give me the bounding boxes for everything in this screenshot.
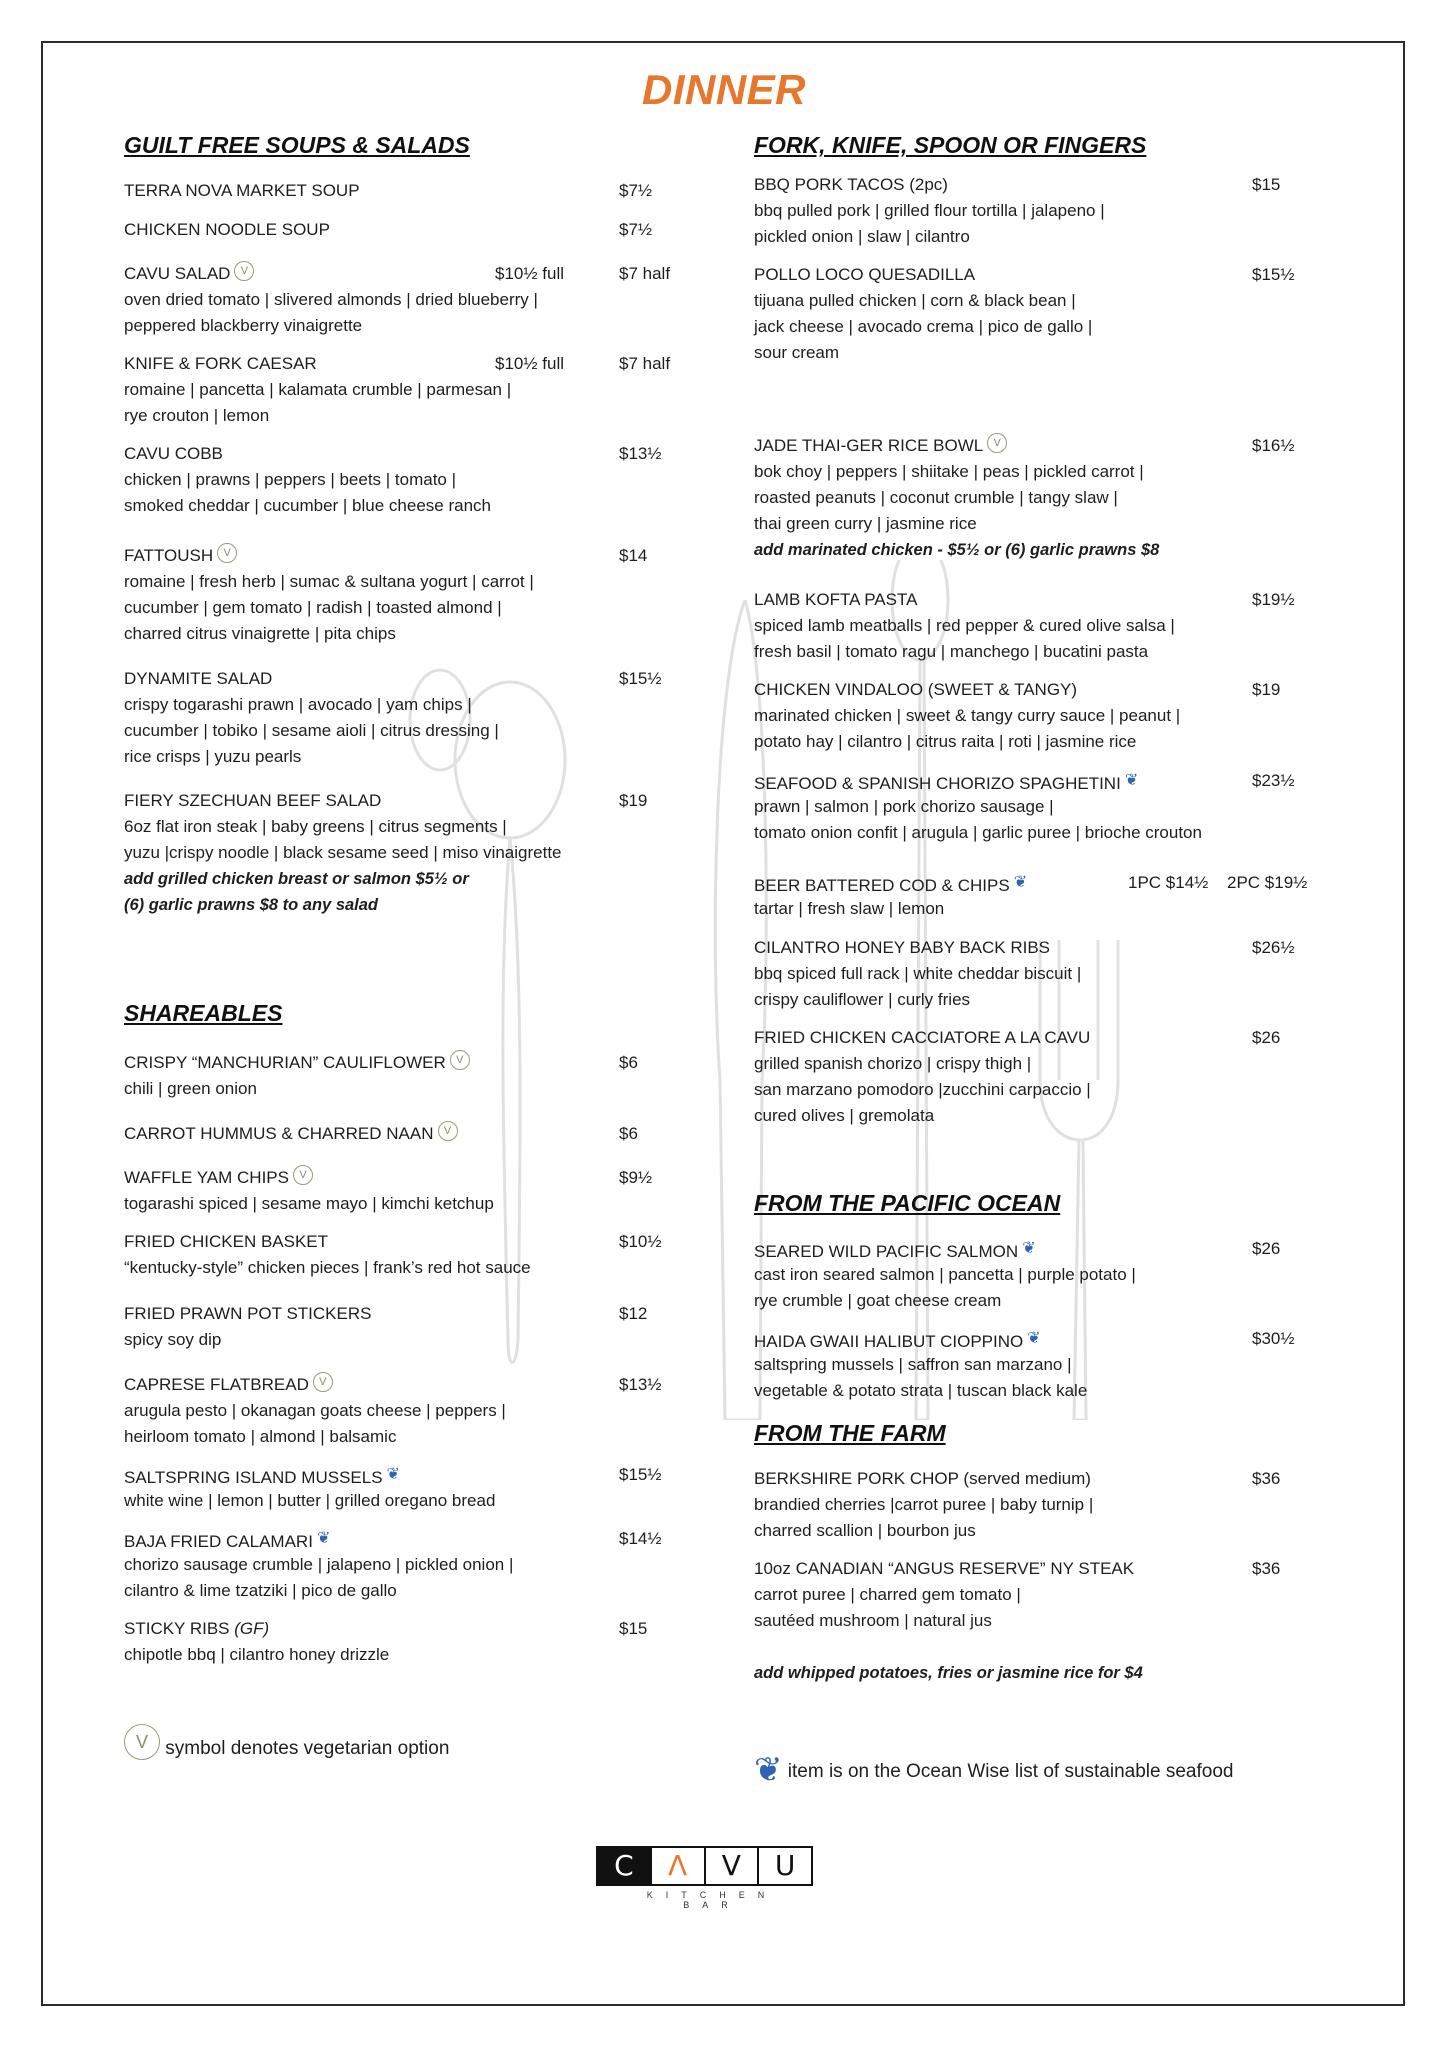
item-price-1pc: 1PC $14½ [1128, 873, 1209, 892]
menu-item-waffle-yam-chips [124, 1165, 684, 1217]
item-price-2pc: 2PC $19½ [1227, 873, 1308, 892]
item-price: $19 [619, 791, 648, 810]
item-name: WAFFLE YAM CHIPS [124, 1168, 289, 1187]
item-desc: prawn | salmon | pork chorizo sausage | [754, 797, 1054, 816]
item-name: STICKY RIBS [124, 1619, 230, 1638]
item-desc: spiced lamb meatballs | red pepper & cured olive salsa | [754, 616, 1175, 635]
menu-item-chicken-vindaloo [754, 677, 1314, 755]
veg-icon: V [450, 1050, 470, 1070]
item-name: CHICKEN NOODLE SOUP [124, 220, 330, 239]
item-price: $15½ [1252, 265, 1295, 284]
item-desc: grilled spanish chorizo | crispy thigh | [754, 1054, 1032, 1073]
item-name: BBQ PORK TACOS (2pc) [754, 175, 948, 194]
item-desc: chicken | prawns | peppers | beets | tomato | [124, 470, 457, 489]
item-name: SEAFOOD & SPANISH CHORIZO SPAGHETINI [754, 774, 1121, 793]
menu-item-baja-calamari [124, 1526, 684, 1604]
section-heading-soups-salads: GUILT FREE SOUPS & SALADS [124, 132, 470, 158]
item-name: KNIFE & FORK CAESAR [124, 354, 317, 373]
menu-title: DINNER [641, 66, 806, 113]
item-name: CILANTRO HONEY BABY BACK RIBS [754, 938, 1051, 957]
ocean-wise-icon: ❦ [386, 1466, 400, 1483]
menu-item-fattoush [124, 543, 684, 647]
item-desc: “kentucky-style” chicken pieces | frank’s red hot sauce [124, 1258, 531, 1277]
item-desc: chipotle bbq | cilantro honey drizzle [124, 1645, 390, 1664]
item-desc: spicy soy dip [124, 1330, 222, 1349]
item-desc: rice crisps | yuzu pearls [124, 747, 302, 766]
item-name: DYNAMITE SALAD [124, 669, 273, 688]
farm-addon-note: add whipped potatoes, fries or jasmine rice for $4 [754, 1664, 1143, 1682]
item-desc: tijuana pulled chicken | corn & black bean | [754, 291, 1076, 310]
item-name: BERKSHIRE PORK CHOP (served medium) [754, 1469, 1091, 1488]
item-price: $6 [619, 1124, 638, 1143]
ocean-wise-legend [754, 1750, 1233, 1790]
menu-item-halibut-cioppino [754, 1326, 1314, 1404]
ocean-wise-icon: ❦ [754, 1751, 783, 1789]
item-desc: heirloom tomato | almond | balsamic [124, 1427, 397, 1446]
item-desc: togarashi spiced | sesame mayo | kimchi ketchup [124, 1194, 494, 1213]
item-desc: bbq pulled pork | grilled flour tortilla | jalapeno | [754, 201, 1105, 220]
menu-item-fried-chicken-basket [124, 1229, 684, 1281]
item-desc: bok choy | peppers | shiitake | peas | pickled carrot | [754, 462, 1144, 481]
logo-letter: V [704, 1846, 760, 1886]
item-price: $12 [619, 1304, 648, 1323]
ocean-wise-icon: ❦ [1013, 874, 1028, 891]
veg-icon: V [293, 1165, 313, 1185]
menu-item-ny-steak [754, 1556, 1314, 1634]
item-desc: rye crouton | lemon [124, 406, 270, 425]
menu-item-bbq-pork-tacos [754, 172, 1314, 250]
menu-item-dynamite-salad [124, 666, 684, 770]
menu-item-saltspring-mussels [124, 1462, 684, 1514]
item-price: $13½ [619, 444, 662, 463]
item-price: $13½ [619, 1375, 662, 1394]
item-desc: smoked cheddar | cucumber | blue cheese ranch [124, 496, 491, 515]
item-price: $23½ [1252, 771, 1295, 790]
item-price-half: $7 half [619, 264, 671, 283]
menu-item-wild-pacific-salmon [754, 1236, 1314, 1314]
item-desc: potato hay | cilantro | citrus raita | roti | jasmine rice [754, 732, 1137, 751]
menu-item-carrot-hummus [124, 1121, 684, 1147]
item-price: $36 [1252, 1469, 1281, 1488]
item-price: $10½ [619, 1232, 662, 1251]
logo-subtitle: KITCHEN BAR [646, 1890, 778, 1910]
ocean-wise-icon: ❦ [1027, 1330, 1041, 1347]
ocean-wise-icon: ❦ [1124, 772, 1139, 789]
logo-letter: Λ [650, 1846, 706, 1886]
item-name: SEARED WILD PACIFIC SALMON [754, 1242, 1019, 1261]
item-addon-note: add marinated chicken - $5½ or (6) garlic prawns $8 [754, 541, 1160, 559]
item-price: $15½ [619, 669, 662, 688]
item-desc: chili | green onion [124, 1079, 257, 1098]
menu-item-lamb-kofta-pasta [754, 587, 1314, 665]
section-heading-fork-knife: FORK, KNIFE, SPOON OR FINGERS [754, 132, 1147, 158]
item-name: BEER BATTERED COD & CHIPS [754, 876, 1010, 895]
item-name: FRIED CHICKEN CACCIATORE A LA CAVU [754, 1028, 1091, 1047]
item-desc: roasted peanuts | coconut crumble | tangy slaw | [754, 488, 1118, 507]
item-name: FRIED PRAWN POT STICKERS [124, 1304, 372, 1323]
item-desc: chorizo sausage crumble | jalapeno | pickled onion | [124, 1555, 514, 1574]
item-price: $15 [1252, 175, 1281, 194]
item-desc: cured olives | gremolata [754, 1106, 935, 1125]
item-desc: charred citrus vinaigrette | pita chips [124, 624, 396, 643]
item-name: JADE THAI-GER RICE BOWL [754, 436, 984, 455]
item-price: $30½ [1252, 1329, 1295, 1348]
item-name: POLLO LOCO QUESADILLA [754, 265, 976, 284]
item-price: $19½ [1252, 590, 1295, 609]
item-price: $14 [619, 546, 648, 565]
ocean-wise-icon: ❦ [1022, 1240, 1036, 1257]
menu-item-knife-fork-caesar [124, 351, 684, 429]
vegetarian-legend [124, 1724, 449, 1760]
item-desc: carrot puree | charred gem tomato | [754, 1585, 1021, 1604]
gluten-free-tag: (GF) [234, 1619, 270, 1638]
item-price: $7½ [619, 220, 653, 239]
item-price-full: $10½ full [495, 264, 564, 283]
vegetarian-legend-text: symbol denotes vegetarian option [165, 1738, 450, 1759]
item-price-full: $10½ full [495, 354, 564, 373]
item-desc: thai green curry | jasmine rice [754, 514, 977, 533]
item-desc: charred scallion | bourbon jus [754, 1521, 976, 1540]
item-desc: sautéed mushroom | natural jus [754, 1611, 992, 1630]
menu-item-baby-back-ribs [754, 935, 1314, 1013]
item-name: BAJA FRIED CALAMARI [124, 1532, 313, 1551]
item-desc: brandied cherries |carrot puree | baby turnip | [754, 1495, 1094, 1514]
item-desc: cast iron seared salmon | pancetta | purple potato | [754, 1265, 1136, 1284]
item-desc: vegetable & potato strata | tuscan black kale [754, 1381, 1088, 1400]
menu-item-prawn-pot-stickers [124, 1301, 684, 1353]
item-desc: romaine | pancetta | kalamata crumble | parmesan | [124, 380, 512, 399]
item-desc: cilantro & lime tzatziki | pico de gallo [124, 1581, 397, 1600]
item-price: $36 [1252, 1559, 1281, 1578]
item-name: CAPRESE FLATBREAD [124, 1375, 309, 1394]
item-name: CHICKEN VINDALOO (SWEET & TANGY) [754, 680, 1078, 699]
item-desc: cucumber | tobiko | sesame aioli | citrus dressing | [124, 721, 499, 740]
item-desc: crispy cauliflower | curly fries [754, 990, 971, 1009]
menu-item-terra-nova-soup [124, 178, 684, 204]
ocean-wise-icon: ❦ [316, 1530, 331, 1547]
item-desc: san marzano pomodoro |zucchini carpaccio | [754, 1080, 1091, 1099]
menu-item-manchurian-cauliflower [124, 1050, 684, 1102]
menu-item-cavu-cobb [124, 441, 684, 519]
item-desc: romaine | fresh herb | sumac & sultana yogurt | carrot | [124, 572, 534, 591]
item-price: $16½ [1252, 436, 1295, 455]
menu-item-chicken-cacciatore [754, 1025, 1314, 1129]
item-name: CAVU COBB [124, 444, 223, 463]
item-desc: crispy togarashi prawn | avocado | yam chips | [124, 695, 472, 714]
item-desc: cucumber | gem tomato | radish | toasted almond | [124, 598, 502, 617]
note-line: add grilled chicken breast or salmon $5½ or [124, 870, 469, 888]
item-name: HAIDA GWAII HALIBUT CIOPPINO [754, 1332, 1024, 1351]
item-desc: fresh basil | tomato ragu | manchego | bucatini pasta [754, 642, 1149, 661]
item-desc: rye crumble | goat cheese cream [754, 1291, 1002, 1310]
item-price: $7½ [619, 181, 653, 200]
item-desc: sour cream [754, 343, 840, 362]
item-name: CRISPY “MANCHURIAN” CAULIFLOWER [124, 1053, 446, 1072]
item-desc: oven dried tomato | slivered almonds | dried blueberry | [124, 290, 538, 309]
veg-icon: V [987, 433, 1007, 453]
item-desc: white wine | lemon | butter | grilled oregano bread [124, 1491, 496, 1510]
logo-letter: C [596, 1846, 652, 1886]
item-price: $15 [619, 1619, 648, 1638]
item-price-half: $7 half [619, 354, 671, 373]
note-line: (6) garlic prawns $8 to any salad [124, 896, 379, 914]
item-price: $14½ [619, 1529, 662, 1548]
menu-item-seafood-chorizo-spaghetini [754, 768, 1314, 846]
menu-item-szechuan-beef-salad [124, 788, 684, 866]
menu-item-sticky-ribs [124, 1616, 684, 1668]
section-heading-shareables: SHAREABLES [124, 1000, 283, 1026]
item-desc: tomato onion confit | arugula | garlic puree | brioche crouton [754, 823, 1202, 842]
menu-item-pollo-loco-quesadilla [754, 262, 1314, 366]
item-desc: 6oz flat iron steak | baby greens | citrus segments | [124, 817, 507, 836]
section-heading-farm: FROM THE FARM [754, 1420, 946, 1446]
veg-icon: V [438, 1121, 458, 1141]
item-desc: marinated chicken | sweet & tangy curry sauce | peanut | [754, 706, 1181, 725]
item-desc: saltspring mussels | saffron san marzano | [754, 1355, 1072, 1374]
section-heading-pacific-ocean: FROM THE PACIFIC OCEAN [754, 1190, 1061, 1216]
menu-item-caprese-flatbread [124, 1372, 684, 1450]
menu-item-beer-battered-cod [754, 870, 1314, 922]
item-name: SALTSPRING ISLAND MUSSELS [124, 1468, 383, 1487]
cavu-logo [598, 1846, 813, 1910]
item-name: FRIED CHICKEN BASKET [124, 1232, 329, 1251]
ocean-wise-legend-text: item is on the Ocean Wise list of sustainable seafood [787, 1761, 1234, 1782]
item-price: $26½ [1252, 938, 1295, 957]
item-desc: peppered blackberry vinaigrette [124, 316, 363, 335]
menu-item-berkshire-pork-chop [754, 1466, 1314, 1544]
item-price: $15½ [619, 1465, 662, 1484]
item-price: $26 [1252, 1239, 1281, 1258]
item-desc: arugula pesto | okanagan goats cheese | peppers | [124, 1401, 506, 1420]
item-price: $26 [1252, 1028, 1281, 1047]
menu-item-jade-thai-ger-rice-bowl [754, 433, 1314, 563]
veg-icon: V [124, 1724, 160, 1760]
item-name: 10oz CANADIAN “ANGUS RESERVE” NY STEAK [754, 1559, 1135, 1578]
item-name: LAMB KOFTA PASTA [754, 590, 918, 609]
veg-icon: V [217, 543, 237, 563]
salad-addon-note [124, 866, 469, 918]
item-price: $6 [619, 1053, 638, 1072]
item-price: $19 [1252, 680, 1281, 699]
item-desc: yuzu |crispy noodle | black sesame seed | miso vinaigrette [124, 843, 562, 862]
item-price: $9½ [619, 1168, 653, 1187]
logo-letter: U [757, 1846, 813, 1886]
item-desc: jack cheese | avocado crema | pico de gallo | [754, 317, 1093, 336]
item-desc: pickled onion | slaw | cilantro [754, 227, 970, 246]
item-name: FIERY SZECHUAN BEEF SALAD [124, 791, 382, 810]
item-desc: bbq spiced full rack | white cheddar biscuit | [754, 964, 1082, 983]
item-name: CAVU SALAD [124, 264, 231, 283]
item-name: TERRA NOVA MARKET SOUP [124, 181, 360, 200]
menu-item-cavu-salad [124, 261, 684, 339]
item-desc: tartar | fresh slaw | lemon [754, 899, 945, 918]
item-name: CARROT HUMMUS & CHARRED NAAN [124, 1124, 434, 1143]
veg-icon: V [234, 261, 254, 281]
item-name: FATTOUSH [124, 546, 214, 565]
menu-item-chicken-noodle-soup [124, 217, 684, 243]
veg-icon: V [313, 1372, 333, 1392]
